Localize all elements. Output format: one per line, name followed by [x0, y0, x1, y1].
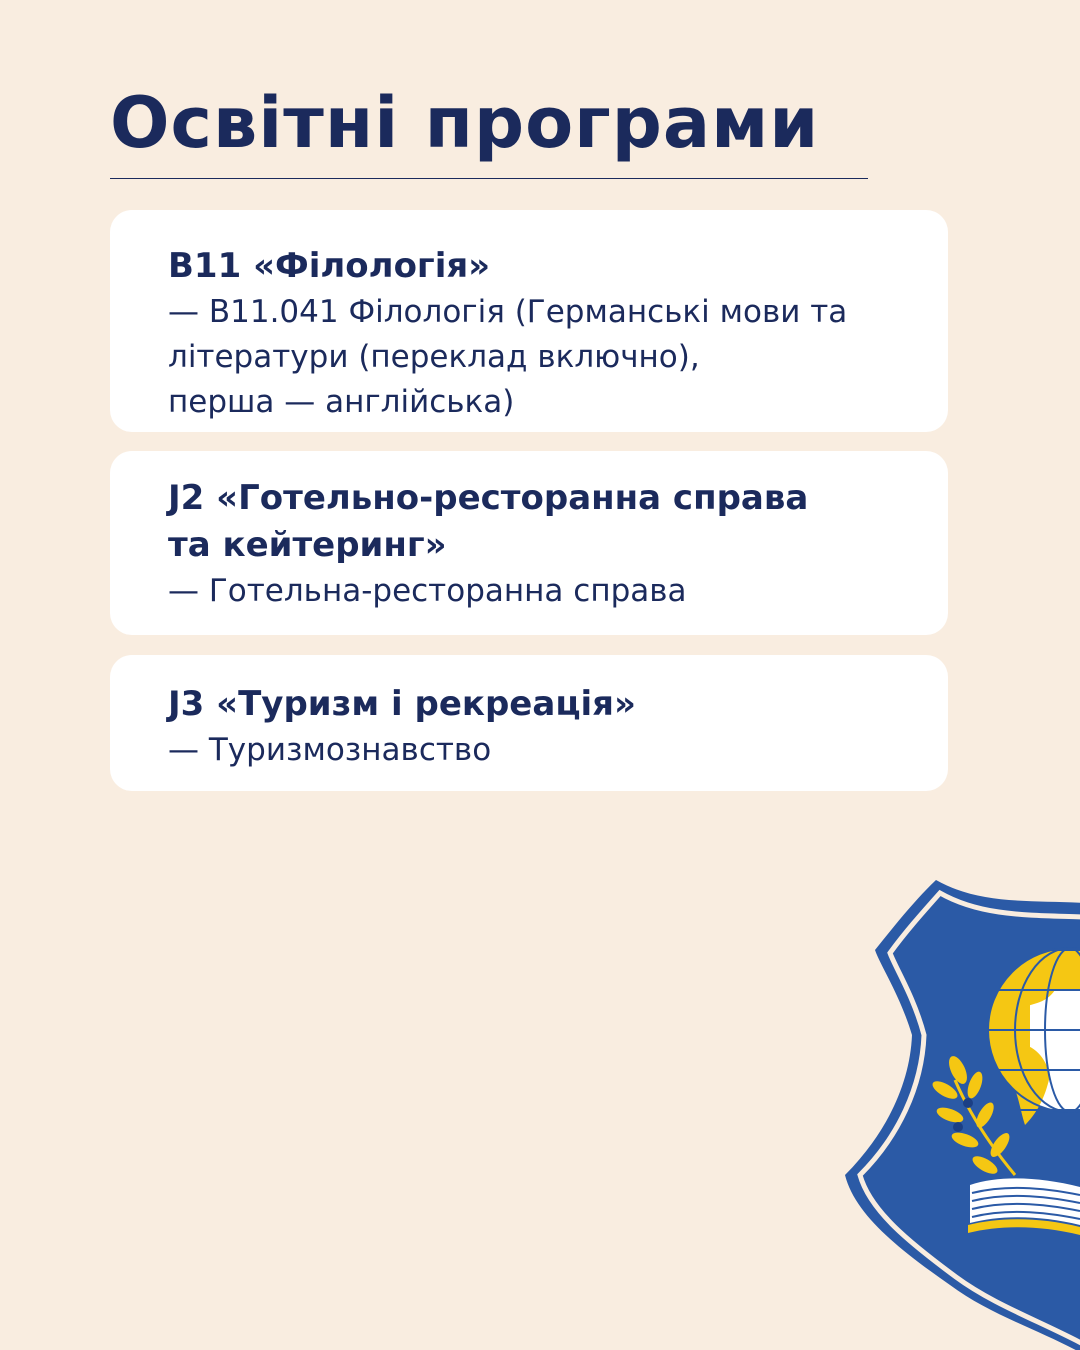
program-card-tourism [110, 655, 948, 791]
program-card-hospitality [110, 451, 948, 635]
program-title: J2 «Готельно-ресторанна справа та кейтеринг» [168, 478, 809, 565]
program-title: B11 «Філологія» [168, 246, 491, 286]
program-title: J3 «Туризм і рекреація» [168, 684, 636, 724]
program-description: — B11.041 Філологія (Германські мови та літератури (переклад включно), перша — англійська) [168, 294, 848, 420]
title-divider [110, 178, 868, 179]
page-title: Освітні програми [110, 82, 820, 164]
program-description: — Готельна-ресторанна справа [168, 573, 687, 609]
book-icon [968, 1178, 1080, 1235]
program-card-philology [110, 210, 948, 432]
university-emblem-icon [840, 875, 1080, 1350]
program-description: — Туризмознавство [168, 732, 492, 768]
